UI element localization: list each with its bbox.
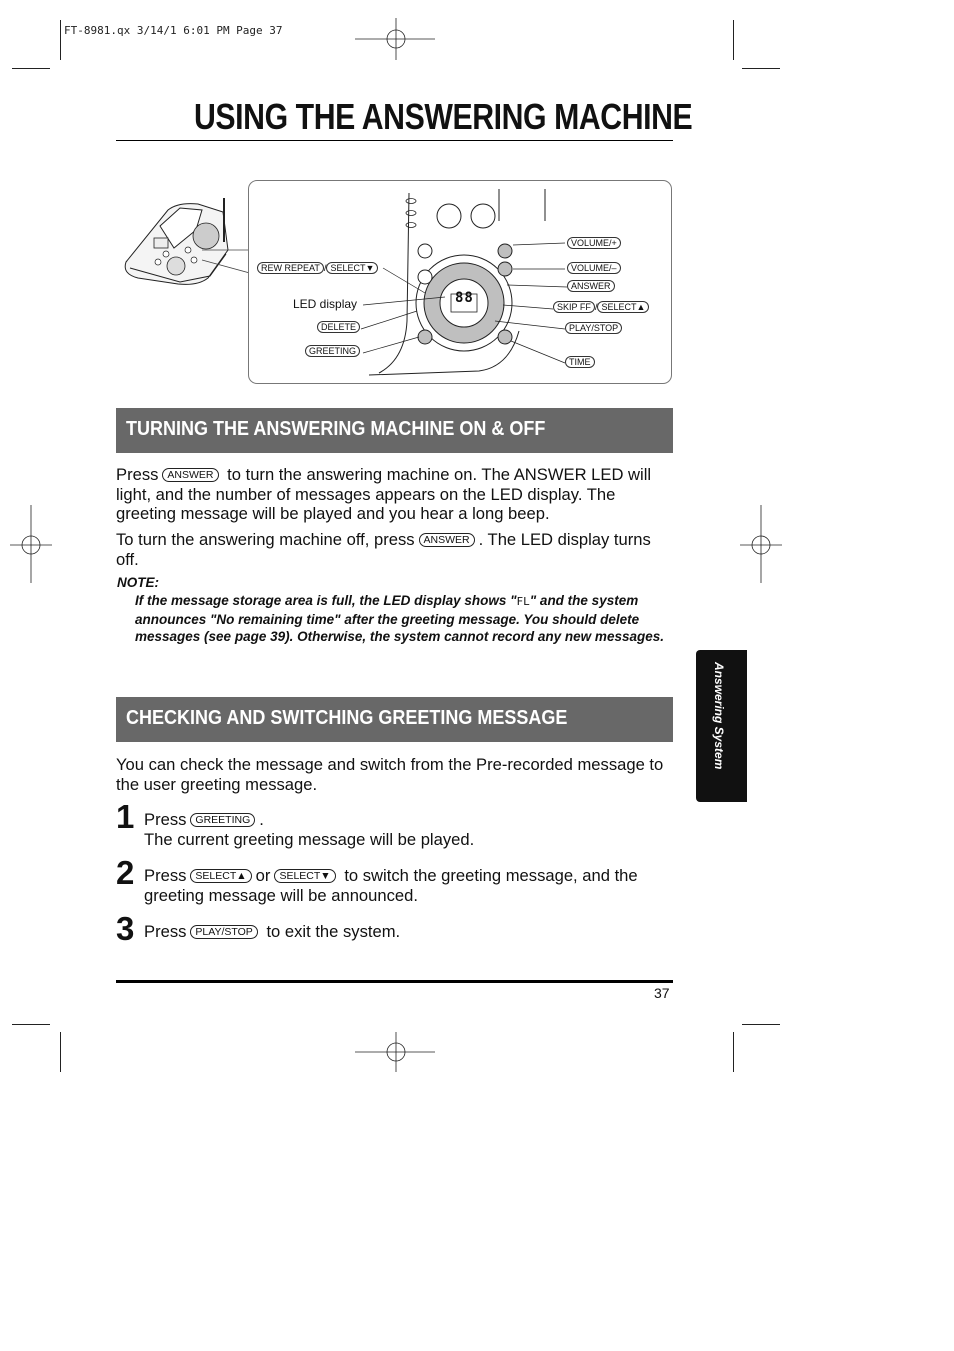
key-answer: ANSWER [567,280,615,292]
step-1-text: Press GREETING . The current greeting message will be played. [144,810,475,849]
key-time: TIME [565,356,595,368]
crop-mark [12,68,50,69]
key-volume-plus: VOLUME/+ [567,237,621,249]
key-rew-repeat: REW REPEAT [257,262,324,274]
section-heading-greeting: CHECKING AND SWITCHING GREETING MESSAGE [116,697,673,742]
crop-mark [60,20,61,60]
step-number: 1 [116,798,135,835]
step-number: 3 [116,910,135,947]
registration-mark-bottom [355,1032,437,1074]
crop-mark [742,68,780,69]
answer-key: ANSWER [419,533,475,547]
key-volume-minus: VOLUME/– [567,262,621,274]
key-skip-ff: SKIP FF [553,301,595,313]
section-heading-on-off: TURNING THE ANSWERING MACHINE ON & OFF [116,408,673,453]
control-panel-diagram [248,180,672,384]
page-title: USING THE ANSWERING MACHINE [194,96,693,137]
led-fl-code: FL [516,595,530,608]
label-volume-plus [567,238,621,249]
label-led-display: LED display [293,297,358,311]
label-answer [567,281,615,292]
title-rule [116,140,673,141]
registration-mark-left [10,505,54,585]
side-tab-label: Answering System [712,662,726,770]
label-delete [317,322,360,333]
select-down-key: SELECT▼ [274,869,335,883]
select-up-key: SELECT▲ [190,869,251,883]
label-play-stop [565,323,622,334]
page-number: 37 [654,985,670,1001]
label-skip-select-up [553,302,649,313]
crop-mark [12,1024,50,1025]
key-select-down: SELECT▼ [326,262,378,274]
play-stop-key: PLAY/STOP [190,925,257,939]
label-time [565,357,595,368]
slash: / [323,263,327,274]
file-header-meta: FT-8981.qx 3/14/1 6:01 PM Page 37 [64,24,283,37]
step-number: 2 [116,854,135,891]
label-greeting [305,346,360,357]
crop-mark [60,1032,61,1072]
greeting-key: GREETING [190,813,255,827]
key-delete: DELETE [317,321,360,333]
paragraph-greeting-intro: You can check the message and switch from the Pre-recorded message to the user greeting message. [116,755,664,794]
bottom-rule [116,980,673,983]
crop-mark [733,20,734,60]
step-2-text: Press SELECT▲ or SELECT▼ to switch the greeting message, and the greeting message will be announced. [144,866,638,905]
note-label: NOTE: [117,575,159,590]
led-digits: 88 [455,290,474,306]
crop-mark [742,1024,780,1025]
answer-key: ANSWER [162,468,218,482]
slash: / [594,302,598,313]
label-rew-select-down [257,263,378,274]
label-volume-minus [567,263,621,274]
crop-mark [733,1032,734,1072]
note-body: If the message storage area is full, the LED display shows "FL" and the system announces "No remaining time" after the greeting message. You should delete messages (see page 39). Otherwise, the system cannot record any new messages. [135,593,664,645]
paragraph-turn-off: To turn the answering machine off, press ANSWER . The LED display turns off. [116,530,651,569]
registration-mark-top [355,18,437,62]
key-select-up: SELECT▲ [597,301,649,313]
paragraph-turn-on: Press ANSWER to turn the answering machine on. The ANSWER LED will light, and the number of messages appears on the LED display. The greeting message will be played and you hear a long beep. [116,465,652,524]
key-greeting: GREETING [305,345,360,357]
registration-mark-right [740,505,784,585]
step-3-text: Press PLAY/STOP to exit the system. [144,922,401,941]
side-tab [696,650,747,802]
key-play-stop: PLAY/STOP [565,322,622,334]
